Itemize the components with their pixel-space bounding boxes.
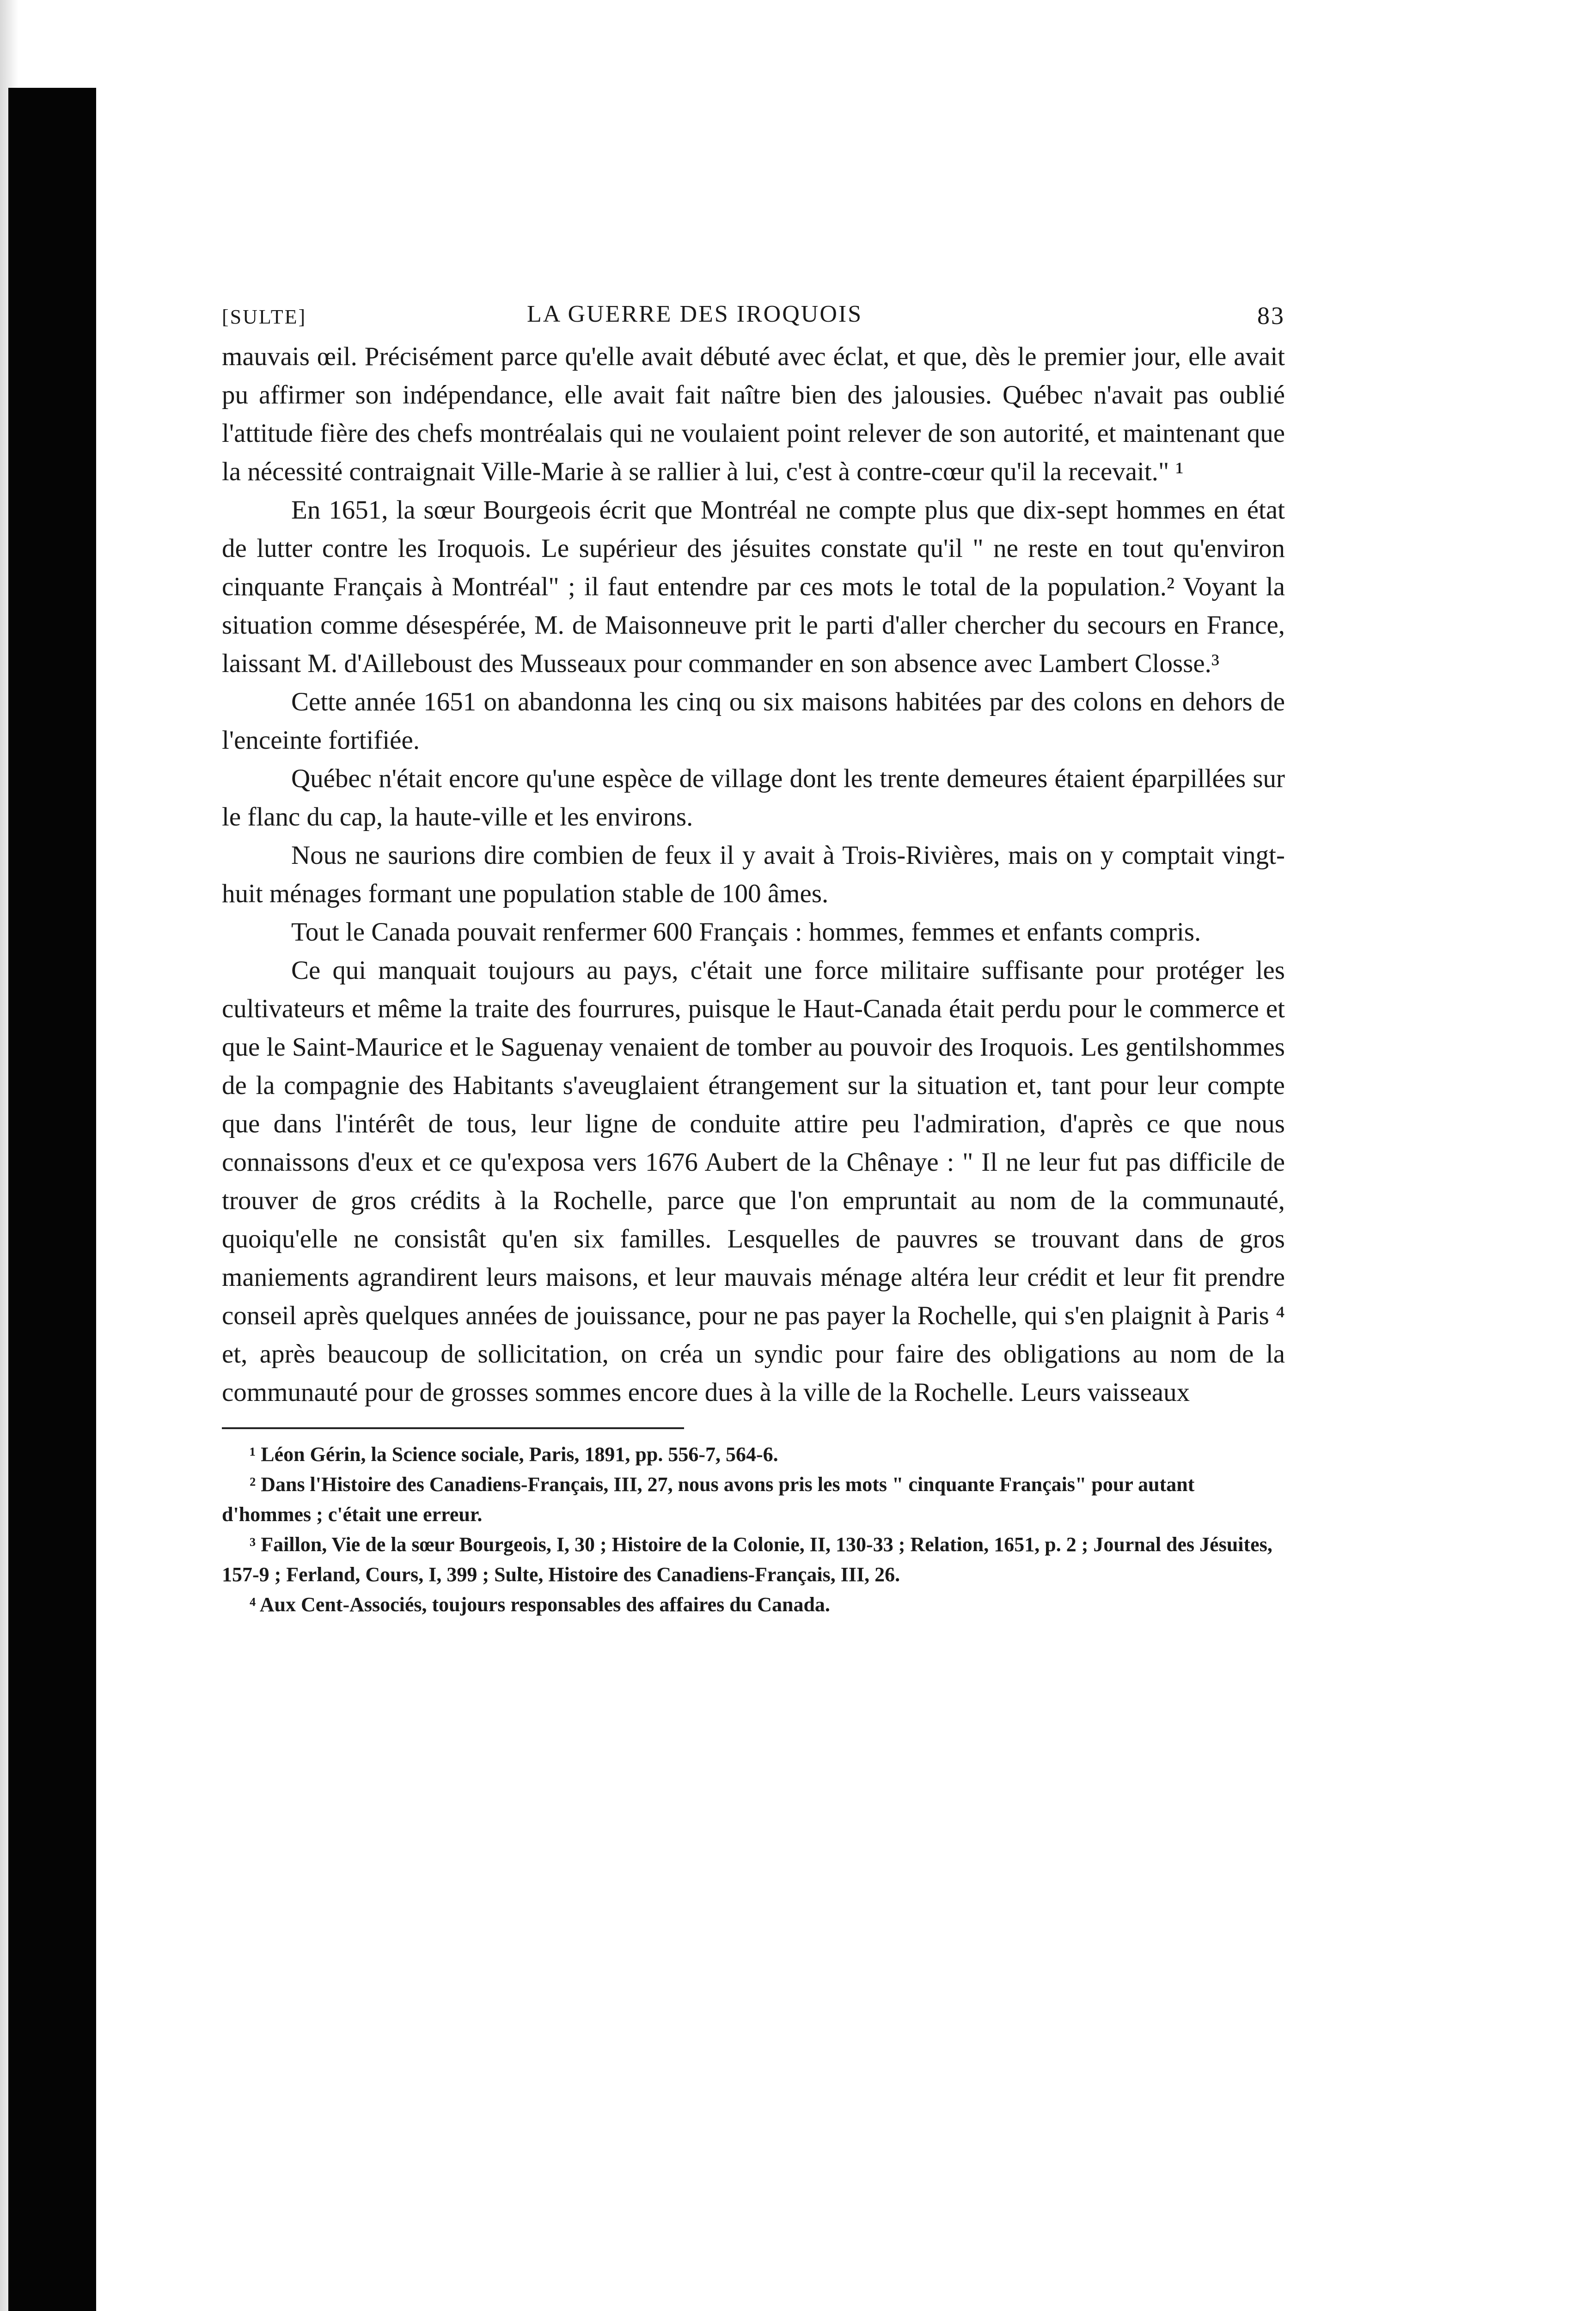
footnote: ³ Faillon, Vie de la sœur Bourgeois, I, 30 ; Histoire de la Colonie, II, 130-33 ; Relation, 1651, p. 2 ; Journal des Jésuites, 157-9 ; Ferland, Cours, I, 399 ; Sulte, Histoire des Canadiens-Français, III, 26.: [222, 1533, 1272, 1586]
footnote: ¹ Léon Gérin, la Science sociale, Paris, 1891, pp. 556-7, 564-6.: [250, 1443, 778, 1466]
page-number: 83: [1257, 302, 1285, 330]
paragraph: Ce qui manquait toujours au pays, c'était une force militaire suffisante pour protéger les cultivateurs et même la traite des fourrures, puisque le Haut-Canada était perdu pour le commerce et que le Saint-Maurice et le Saguenay venaient de tomber au pouvoir des Iroquois. Les gentilshommes de la compagnie des Habitants s'aveuglaient étrangement sur la situation et, tant pour leur compte que dans l'intérêt de tous, leur ligne de conduite attire peu l'admiration, d'après ce que nous connaissons d'eux et ce qu'exposa vers 1676 Aubert de la Chênaye : " Il ne leur fut pas difficile de trouver de gros crédits à la Rochelle, parce que l'on empruntait au nom de la communauté, quoiqu'elle ne consistât qu'en six familles. Lesquelles de pauvres se trouvant dans de gros maniements agrandirent leurs maisons, et leur mauvais ménage altéra leur crédit et leur fit prendre conseil après quelques années de jouissance, pour ne pas payer la Rochelle, qui s'en plaignit à Paris ⁴ et, après beaucoup de sollicitation, on créa un syndic pour faire des obligations au nom de la communauté pour de grosses sommes encore dues à la ville de la Rochelle. Leurs vaisseaux: [222, 956, 1285, 1407]
book-page: [222, 296, 1285, 1620]
footnotes: [222, 1439, 1285, 1620]
footnote-rule: [222, 1427, 684, 1429]
paragraph: Tout le Canada pouvait renfermer 600 Français : hommes, femmes et enfants compris.: [291, 917, 1201, 947]
paragraph: Québec n'était encore qu'une espèce de village dont les trente demeures étaient éparpillées sur le flanc du cap, la haute-ville et les environs.: [222, 764, 1285, 831]
book-spine-shadow: [8, 88, 96, 2311]
footnote: ² Dans l'Histoire des Canadiens-Français, III, 27, nous avons pris les mots " cinquante Français" pour autant d'hommes ; c'était une erreur.: [222, 1473, 1195, 1526]
paragraph: mauvais œil. Précisément parce qu'elle avait débuté avec éclat, et que, dès le premier jour, elle avait pu affirmer son indépendance, elle avait fait naître bien des jalousies. Québec n'avait pas oublié l'attitude fière des chefs montréalais qui ne voulaient point relever de son autorité, et maintenant que la nécessité contraignait Ville-Marie à se rallier à lui, c'est à contre-cœur qu'il la recevait." ¹: [222, 342, 1285, 486]
body-text: [222, 337, 1285, 1412]
paragraph: Cette année 1651 on abandonna les cinq ou six maisons habitées par des colons en dehors de l'enceinte fortifiée.: [222, 687, 1285, 755]
running-head-author: [SULTE]: [222, 306, 307, 328]
footnote: ⁴ Aux Cent-Associés, toujours responsables des affaires du Canada.: [250, 1593, 830, 1616]
running-head: [222, 296, 1285, 337]
running-head-title: LA GUERRE DES IROQUOIS: [527, 301, 863, 327]
paragraph: Nous ne saurions dire combien de feux il y avait à Trois-Rivières, mais on y comptait vingt-huit ménages formant une population stable de 100 âmes.: [222, 841, 1285, 908]
paragraph: En 1651, la sœur Bourgeois écrit que Montréal ne compte plus que dix-sept hommes en état de lutter contre les Iroquois. Le supérieur des jésuites constate qu'il " ne reste en tout qu'environ cinquante Français à Montréal" ; il faut entendre par ces mots le total de la population.² Voyant la situation comme désespérée, M. de Maisonneuve prit le parti d'aller chercher du secours en France, laissant M. d'Ailleboust des Musseaux pour commander en son absence avec Lambert Closse.³: [222, 495, 1285, 678]
